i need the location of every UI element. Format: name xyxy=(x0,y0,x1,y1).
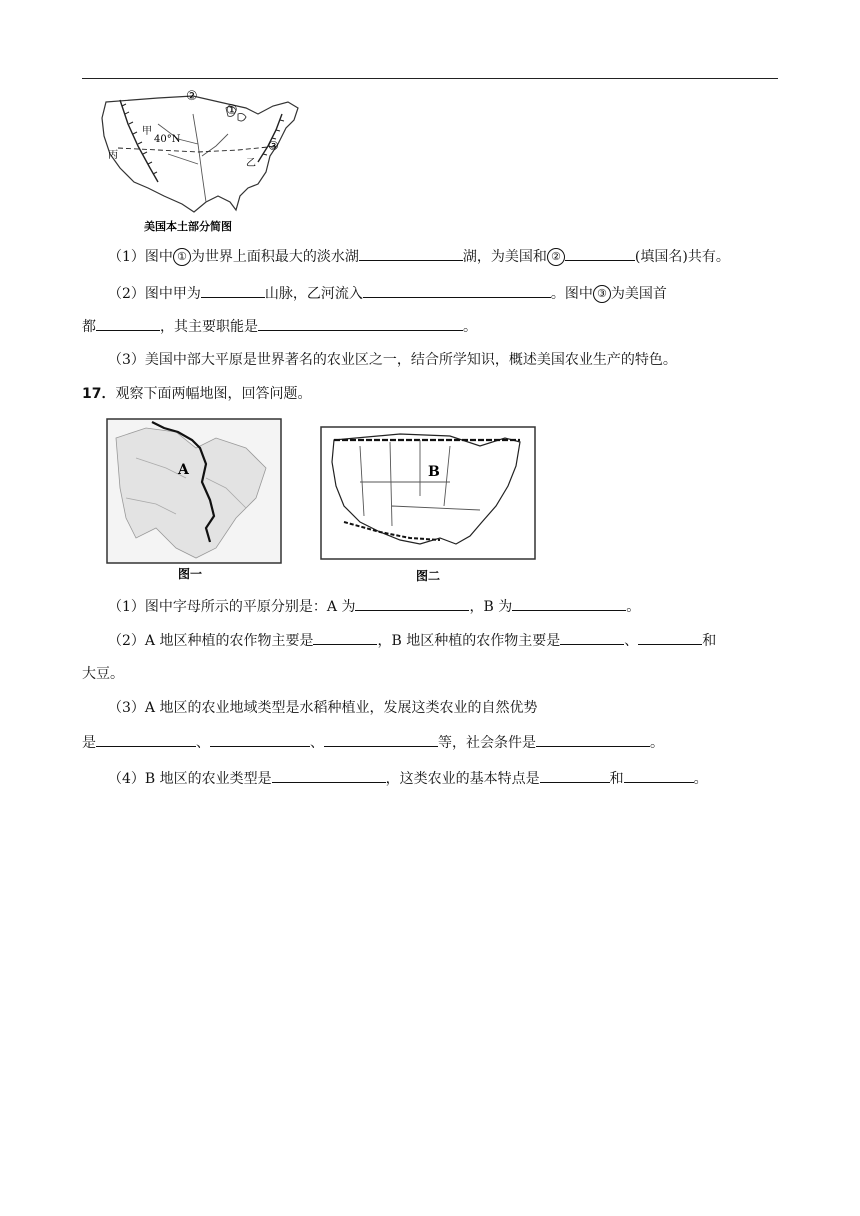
answer-blank[interactable] xyxy=(96,316,160,331)
answer-blank[interactable] xyxy=(624,768,694,783)
fig2-caption: 图二 xyxy=(416,569,441,583)
label-lat: 40°N xyxy=(154,134,181,145)
fig1-label-a: A xyxy=(178,462,189,478)
answer-blank[interactable] xyxy=(258,316,463,331)
answer-blank[interactable] xyxy=(210,732,310,747)
answer-blank[interactable] xyxy=(363,283,551,298)
answer-blank[interactable] xyxy=(560,630,624,645)
label-circle1: ① xyxy=(226,103,238,118)
appalachian-mountains xyxy=(258,114,282,162)
q16-part2: （2）图中甲为 山脉，乙河流入 。图中 ③ 为美国首 xyxy=(108,283,667,304)
rocky-ticks xyxy=(122,104,157,174)
q16-part3: （3）美国中部大平原是世界著名的农业区之一，结合所学知识，概述美国农业生产的特色。 xyxy=(108,352,677,368)
label-jia: 甲 xyxy=(142,126,152,137)
answer-blank[interactable] xyxy=(359,246,463,261)
fig1-caption: 图一 xyxy=(178,567,203,581)
circle-1-mark: ① xyxy=(173,248,191,266)
us-map-figure xyxy=(98,84,308,234)
q17-stem: 17．观察下面两幅地图，回答问题。 xyxy=(82,386,312,402)
answer-blank[interactable] xyxy=(201,283,265,298)
q17-part3-cont: 是 、 、 等，社会条件是 。 xyxy=(82,732,664,753)
answer-blank[interactable] xyxy=(565,246,635,261)
figure-1-map xyxy=(106,418,282,582)
q17-part1: （1）图中字母所示的平原分别是：A 为 ，B 为 。 xyxy=(108,596,640,617)
q16-part2-cont: 都 ，其主要职能是 。 xyxy=(82,316,477,337)
map1-caption: 美国本土部分简图 xyxy=(144,220,232,233)
answer-blank[interactable] xyxy=(536,732,650,747)
label-circle3: ③ xyxy=(268,139,279,153)
answer-blank[interactable] xyxy=(355,596,469,611)
label-circle2: ② xyxy=(186,89,198,104)
q17-part2-cont: 大豆。 xyxy=(82,666,124,682)
q16-part1: （1）图中 ① 为世界上面积最大的淡水湖 湖，为美国和 ② (填国名)共有。 xyxy=(108,246,730,267)
fig2-label-b: B xyxy=(428,464,440,480)
label-yi: 乙 xyxy=(246,158,256,169)
circle-2-mark: ② xyxy=(547,248,565,266)
rivers xyxy=(158,114,228,202)
label-xi: 丙 xyxy=(108,150,118,161)
answer-blank[interactable] xyxy=(96,732,196,747)
q17-part3: （3）A 地区的农业地域类型是水稻种植业，发展这类农业的自然优势 xyxy=(108,700,538,716)
q17-part2: （2）A 地区种植的农作物主要是 ，B 地区种植的农作物主要是 、 和 xyxy=(108,630,716,651)
answer-blank[interactable] xyxy=(313,630,377,645)
circle-3-mark: ③ xyxy=(593,285,611,303)
answer-blank[interactable] xyxy=(638,630,702,645)
q17-part4: （4）B 地区的农业类型是 ，这类农业的基本特点是 和 。 xyxy=(108,768,708,789)
header-rule xyxy=(82,78,778,79)
answer-blank[interactable] xyxy=(512,596,626,611)
answer-blank[interactable] xyxy=(540,768,610,783)
figure-2-map xyxy=(320,426,538,584)
answer-blank[interactable] xyxy=(272,768,386,783)
us-outline xyxy=(102,96,298,212)
rocky-mountains xyxy=(120,100,158,182)
answer-blank[interactable] xyxy=(324,732,438,747)
